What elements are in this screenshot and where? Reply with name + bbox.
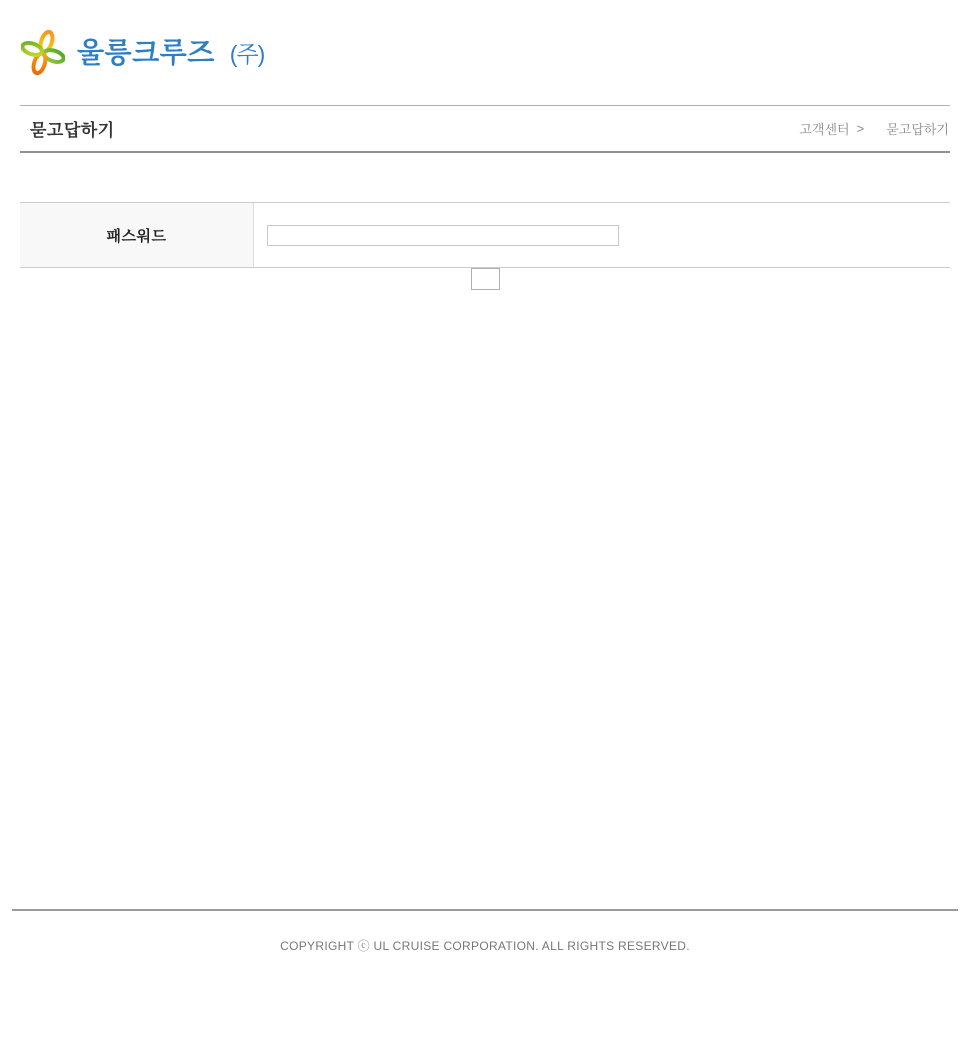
breadcrumb-current[interactable]: 묻고답하기 (886, 122, 949, 137)
submit-row (0, 268, 970, 290)
password-input-cell (254, 203, 950, 267)
company-logo[interactable] (21, 28, 264, 77)
footer (0, 909, 970, 954)
breadcrumb-customer-center[interactable]: 고객센터 (799, 122, 850, 137)
page-title: 묻고답하기 (30, 121, 115, 140)
submit-button[interactable] (471, 268, 500, 290)
header (0, 0, 970, 77)
password-form-table (20, 202, 950, 268)
breadcrumb-separator: > (856, 121, 865, 136)
page-title-band (20, 105, 950, 153)
password-label: 패스워드 (20, 203, 254, 267)
breadcrumb (799, 119, 950, 138)
footer-divider (12, 909, 958, 911)
company-suffix: (주) (229, 41, 265, 67)
pinwheel-flower-icon (21, 28, 65, 77)
password-input[interactable] (267, 225, 619, 246)
copyright-text: COPYRIGHT ⓒ UL CRUISE CORPORATION. ALL RIGHTS RESERVED. (280, 939, 690, 953)
company-name: 울릉크루즈 (77, 36, 215, 68)
